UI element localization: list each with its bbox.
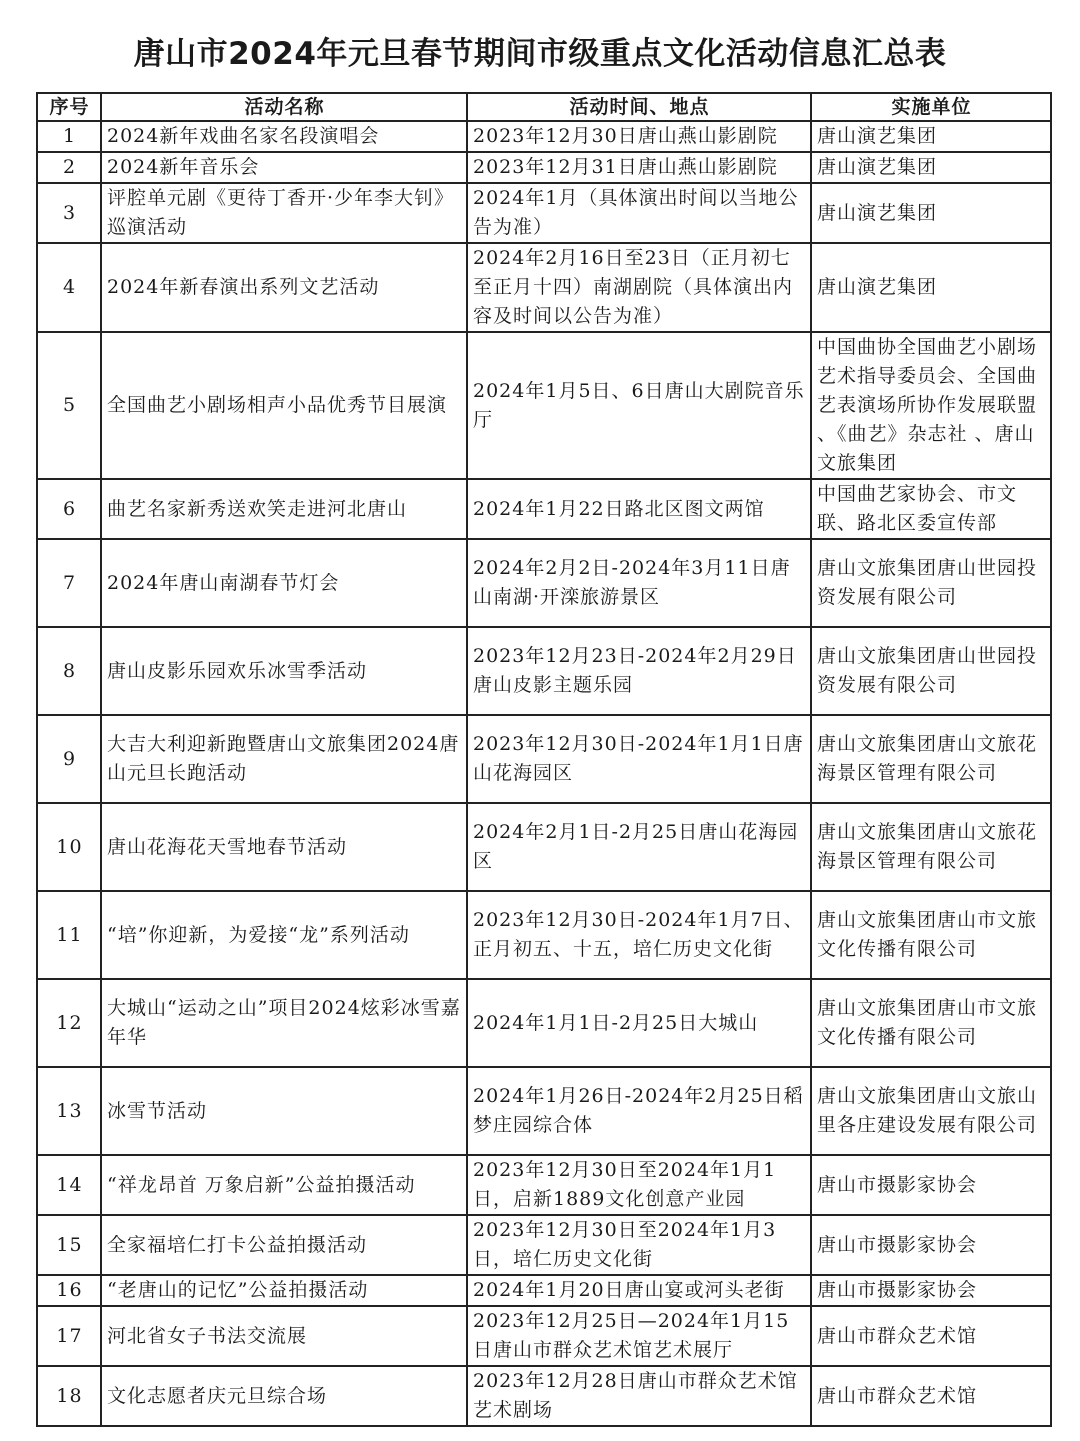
page-title: 唐山市2024年元旦春节期间市级重点文化活动信息汇总表: [133, 36, 947, 72]
row-number: 9: [37, 715, 101, 803]
organizer: 唐山演艺集团: [811, 183, 1051, 243]
row-number: 6: [37, 479, 101, 539]
organizer: 唐山文旅集团唐山文旅花海景区管理有限公司: [811, 803, 1051, 891]
activity-name: 曲艺名家新秀送欢笑走进河北唐山: [101, 479, 467, 539]
table-row: [37, 152, 1051, 183]
activity-time-place: 2024年1月1日-2月25日大城山: [467, 979, 811, 1067]
activity-name: 全国曲艺小剧场相声小品优秀节目展演: [101, 332, 467, 479]
activity-name: 河北省女子书法交流展: [101, 1306, 467, 1366]
organizer: 唐山市摄影家协会: [811, 1155, 1051, 1215]
table-row: [37, 183, 1051, 243]
header-time-place: 活动时间、地点: [467, 93, 811, 121]
activity-name: 2024新年音乐会: [101, 152, 467, 183]
organizer: 唐山文旅集团唐山文旅花海景区管理有限公司: [811, 715, 1051, 803]
activities-table: [36, 92, 1052, 1427]
table-row: [37, 627, 1051, 715]
table-row: [37, 1067, 1051, 1155]
row-number: 11: [37, 891, 101, 979]
activity-time-place: 2024年1月（具体演出时间以当地公告为准）: [467, 183, 811, 243]
row-number: 1: [37, 121, 101, 152]
organizer: 唐山文旅集团唐山世园投资发展有限公司: [811, 627, 1051, 715]
table-row: [37, 1275, 1051, 1306]
row-number: 18: [37, 1366, 101, 1426]
activity-time-place: 2023年12月30日-2024年1月1日唐山花海园区: [467, 715, 811, 803]
organizer: 唐山市摄影家协会: [811, 1275, 1051, 1306]
activity-time-place: 2024年1月5日、6日唐山大剧院音乐厅: [467, 332, 811, 479]
organizer: 唐山市群众艺术馆: [811, 1366, 1051, 1426]
activity-name: 2024年唐山南湖春节灯会: [101, 539, 467, 627]
table-row: [37, 121, 1051, 152]
activity-time-place: 2023年12月30日至2024年1月3日，培仁历史文化街: [467, 1215, 811, 1275]
table-row: [37, 803, 1051, 891]
organizer: 唐山文旅集团唐山市文旅文化传播有限公司: [811, 891, 1051, 979]
table-body: [37, 121, 1051, 1426]
organizer: 唐山演艺集团: [811, 243, 1051, 332]
row-number: 15: [37, 1215, 101, 1275]
activity-name: 大城山“运动之山”项目2024炫彩冰雪嘉年华: [101, 979, 467, 1067]
table-row: [37, 332, 1051, 479]
organizer: 唐山市群众艺术馆: [811, 1306, 1051, 1366]
activity-time-place: 2023年12月30日唐山燕山影剧院: [467, 121, 811, 152]
table-row: [37, 243, 1051, 332]
row-number: 17: [37, 1306, 101, 1366]
table-row: [37, 1366, 1051, 1426]
activity-name: 文化志愿者庆元旦综合场: [101, 1366, 467, 1426]
activity-name: 2024新年戏曲名家名段演唱会: [101, 121, 467, 152]
row-number: 14: [37, 1155, 101, 1215]
row-number: 5: [37, 332, 101, 479]
activity-time-place: 2024年1月26日-2024年2月25日稻梦庄园综合体: [467, 1067, 811, 1155]
activity-time-place: 2023年12月30日-2024年1月7日、正月初五、十五，培仁历史文化街: [467, 891, 811, 979]
organizer: 中国曲艺家协会、市文联、路北区委宣传部: [811, 479, 1051, 539]
row-number: 2: [37, 152, 101, 183]
row-number: 7: [37, 539, 101, 627]
activity-name: 大吉大利迎新跑暨唐山文旅集团2024唐山元旦长跑活动: [101, 715, 467, 803]
organizer: 唐山文旅集团唐山市文旅文化传播有限公司: [811, 979, 1051, 1067]
header-organizer: 实施单位: [811, 93, 1051, 121]
table-row: [37, 1306, 1051, 1366]
activity-name: “培”你迎新，为爱接“龙”系列活动: [101, 891, 467, 979]
organizer: 唐山文旅集团唐山文旅山里各庄建设发展有限公司: [811, 1067, 1051, 1155]
activity-name: 全家福培仁打卡公益拍摄活动: [101, 1215, 467, 1275]
row-number: 12: [37, 979, 101, 1067]
activity-name: 冰雪节活动: [101, 1067, 467, 1155]
activity-time-place: 2024年2月1日-2月25日唐山花海园区: [467, 803, 811, 891]
activity-time-place: 2024年2月2日-2024年3月11日唐山南湖·开滦旅游景区: [467, 539, 811, 627]
activity-time-place: 2023年12月30日至2024年1月1日，启新1889文化创意产业园: [467, 1155, 811, 1215]
organizer: 中国曲协全国曲艺小剧场艺术指导委员会、全国曲艺表演场所协作发展联盟 、《曲艺》杂志社 、唐山文旅集团: [811, 332, 1051, 479]
row-number: 3: [37, 183, 101, 243]
activity-time-place: 2023年12月25日—2024年1月15日唐山市群众艺术馆艺术展厅: [467, 1306, 811, 1366]
activity-name: “老唐山的记忆”公益拍摄活动: [101, 1275, 467, 1306]
header-no: 序号: [37, 93, 101, 121]
organizer: 唐山演艺集团: [811, 152, 1051, 183]
organizer: 唐山市摄影家协会: [811, 1215, 1051, 1275]
table-row: [37, 539, 1051, 627]
activity-name: “祥龙昂首 万象启新”公益拍摄活动: [101, 1155, 467, 1215]
activity-time-place: 2024年1月22日路北区图文两馆: [467, 479, 811, 539]
activity-time-place: 2023年12月28日唐山市群众艺术馆艺术剧场: [467, 1366, 811, 1426]
activity-name: 唐山皮影乐园欢乐冰雪季活动: [101, 627, 467, 715]
activity-time-place: 2023年12月31日唐山燕山影剧院: [467, 152, 811, 183]
table-row: [37, 891, 1051, 979]
activity-name: 2024年新春演出系列文艺活动: [101, 243, 467, 332]
row-number: 13: [37, 1067, 101, 1155]
organizer: 唐山演艺集团: [811, 121, 1051, 152]
activity-time-place: 2024年1月20日唐山宴或河头老街: [467, 1275, 811, 1306]
activity-time-place: 2023年12月23日-2024年2月29日唐山皮影主题乐园: [467, 627, 811, 715]
row-number: 8: [37, 627, 101, 715]
header-activity-name: 活动名称: [101, 93, 467, 121]
organizer: 唐山文旅集团唐山世园投资发展有限公司: [811, 539, 1051, 627]
row-number: 16: [37, 1275, 101, 1306]
table-row: [37, 715, 1051, 803]
table-row: [37, 979, 1051, 1067]
table-row: [37, 479, 1051, 539]
activity-name: 唐山花海花天雪地春节活动: [101, 803, 467, 891]
table-row: [37, 1155, 1051, 1215]
activity-time-place: 2024年2月16日至23日（正月初七至正月十四）南湖剧院（具体演出内容及时间以公告为准）: [467, 243, 811, 332]
row-number: 10: [37, 803, 101, 891]
table-header-row: [37, 93, 1051, 121]
table-row: [37, 1215, 1051, 1275]
activity-name: 评腔单元剧《更待丁香开·少年李大钊》巡演活动: [101, 183, 467, 243]
row-number: 4: [37, 243, 101, 332]
